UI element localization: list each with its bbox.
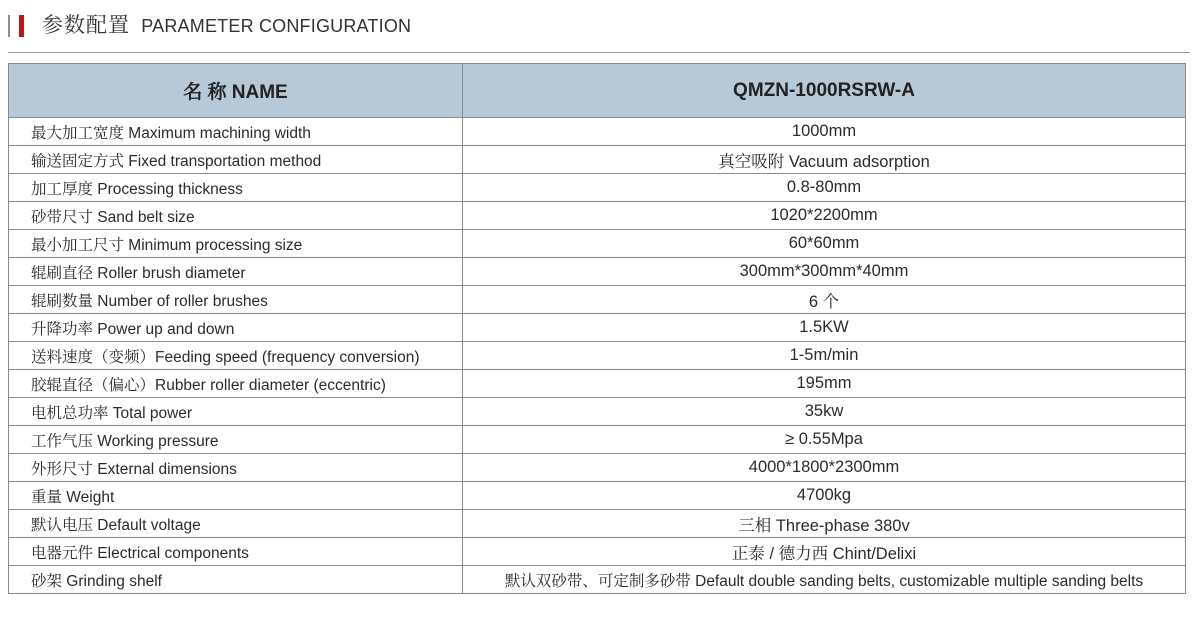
parameter-value-cell: ≥ 0.55Mpa [463,426,1186,454]
table-row [9,258,1186,286]
parameter-name-cell: 输送固定方式 Fixed transportation method [9,146,463,174]
parameter-value-cell: 4700kg [463,482,1186,510]
parameter-value-cell: 1.5KW [463,314,1186,342]
table-row [9,538,1186,566]
parameter-value-cell: 300mm*300mm*40mm [463,258,1186,286]
table-body [9,118,1186,594]
parameter-value-cell: 正泰 / 德力西 Chint/Delixi [463,538,1186,566]
parameter-value-cell: 4000*1800*2300mm [463,454,1186,482]
parameter-name-cell: 升降功率 Power up and down [9,314,463,342]
table-row [9,202,1186,230]
table-row [9,454,1186,482]
table-row [9,398,1186,426]
parameter-value-cell: 1020*2200mm [463,202,1186,230]
parameter-name-cell: 砂带尺寸 Sand belt size [9,202,463,230]
parameter-name-cell: 加工厚度 Processing thickness [9,174,463,202]
parameter-value-cell: 1-5m/min [463,342,1186,370]
parameter-value-cell: 195mm [463,370,1186,398]
parameter-name-cell: 最小加工尺寸 Minimum processing size [9,230,463,258]
parameter-value-cell: 35kw [463,398,1186,426]
parameter-value-cell: 0.8-80mm [463,174,1186,202]
table-row [9,314,1186,342]
section-title-en: PARAMETER CONFIGURATION [141,16,412,36]
parameter-name-cell: 电器元件 Electrical components [9,538,463,566]
table-row [9,286,1186,314]
parameter-name-cell: 辊刷直径 Roller brush diameter [9,258,463,286]
parameter-name-cell: 辊刷数量 Number of roller brushes [9,286,463,314]
parameter-name-cell: 默认电压 Default voltage [9,510,463,538]
parameter-value-cell: 真空吸附 Vacuum adsorption [463,146,1186,174]
table-row [9,174,1186,202]
header-divider [8,52,1190,53]
parameter-name-cell: 外形尺寸 External dimensions [9,454,463,482]
parameter-name-cell: 送料速度（变频）Feeding speed (frequency conversion) [9,342,463,370]
parameter-name-cell: 工作气压 Working pressure [9,426,463,454]
table-row [9,118,1186,146]
parameter-name-cell: 最大加工宽度 Maximum machining width [9,118,463,146]
parameter-value-cell: 6 个 [463,286,1186,314]
header-cell-model: QMZN-1000RSRW-A [463,64,1186,118]
parameter-value-cell: 默认双砂带、可定制多砂带 Default double sanding belts, customizable multiple sanding belts [463,566,1186,594]
parameter-value-cell: 三相 Three-phase 380v [463,510,1186,538]
parameter-value-cell: 60*60mm [463,230,1186,258]
table-row [9,370,1186,398]
parameter-name-cell: 电机总功率 Total power [9,398,463,426]
table-row [9,482,1186,510]
header-cell-name: 名 称 NAME [9,64,463,118]
section-title [42,12,411,41]
parameter-value-cell: 1000mm [463,118,1186,146]
parameter-name-cell: 重量 Weight [9,482,463,510]
parameter-name-cell: 胶辊直径（偏心）Rubber roller diameter (eccentric) [9,370,463,398]
table-row [9,230,1186,258]
parameter-table [8,63,1186,594]
table-header-row [9,64,1186,118]
section-header [0,0,1200,52]
decor-bar-gray [8,15,10,37]
table-row [9,426,1186,454]
section-title-cn: 参数配置 [42,14,130,37]
decor-bar-red [19,15,24,37]
table-row [9,146,1186,174]
table-row [9,342,1186,370]
table-row [9,510,1186,538]
parameter-name-cell: 砂架 Grinding shelf [9,566,463,594]
table-row [9,566,1186,594]
